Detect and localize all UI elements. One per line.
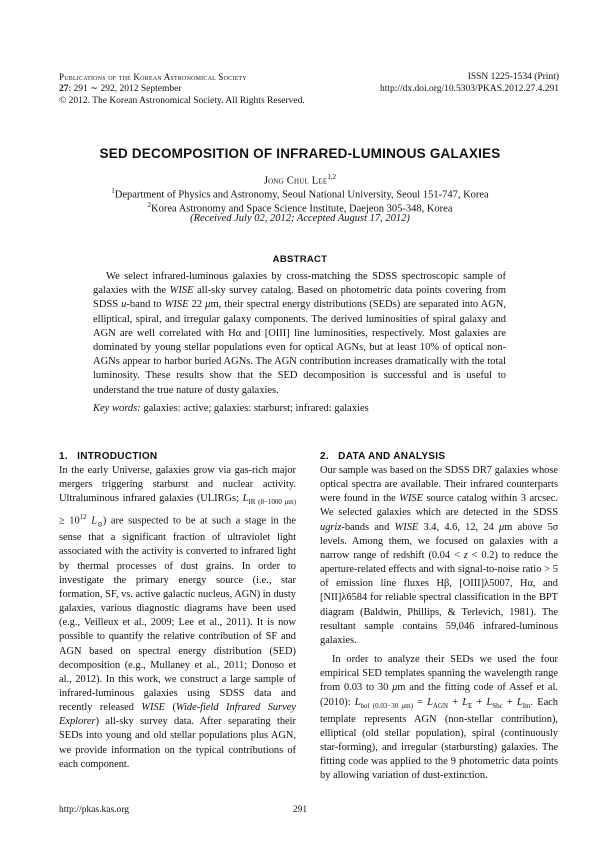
section-heading-intro: 1. INTRODUCTION	[59, 451, 158, 462]
keywords-label: Key words:	[93, 403, 141, 414]
journal-name: Publications of the Korean Astronomical Society	[59, 72, 247, 82]
page-number: 291	[292, 805, 308, 815]
paper-title: SED DECOMPOSITION OF INFRARED-LUMINOUS GALAXIES	[99, 146, 501, 161]
affiliation-1: $^1$Department of Physics and Astronomy, Seoul National University, Seoul 151-747, Korea	[111, 187, 489, 201]
issn: ISSN 1225-1534 (Print)	[467, 72, 559, 82]
journal-header	[59, 71, 305, 107]
keywords-line	[93, 403, 506, 414]
affiliation-2: $^2$Korea Astronomy and Space Science Institute, Daejeon 305-348, Korea	[147, 201, 453, 215]
keywords: galaxies: active; galaxies: starburst; infrared: galaxies	[143, 403, 369, 414]
abstract-text: We select infrared-luminous galaxies by cross-matching the SDSS spectroscopic sample of galaxies with the WISE all-sky survey catalog. Based on photometric data points covering from SDSS u-band to WISE 22 μm, their spectral energy distributions (SEDs) are separated into AGN, elliptical, spiral, and irregular galaxy components. The derived luminosities of spiral galaxy and AGN are well correlated with Hα and [OIII] line luminosities, respectively. Most galaxies are dominated by young stellar populations even for optical AGNs, but at least 10% of optical non-AGNs appear to harbor buried AGNs. The AGN contribution increases dramatically with the total luminosity. These results show that the SED decomposition is successful and is useful to understand the true nature of dusty galaxies.	[93, 271, 507, 396]
footer-url[interactable]: http://pkas.kas.org	[59, 805, 130, 815]
journal-ids	[380, 71, 559, 95]
volume-number: 27	[59, 84, 69, 94]
pages-date: : 291 ∼ 292, 2012 September	[68, 84, 182, 94]
abstract-heading: ABSTRACT	[272, 254, 328, 265]
doi-link[interactable]: http://dx.doi.org/10.5303/PKAS.2012.27.4.291	[379, 84, 559, 94]
author-superscript: 1,2	[327, 173, 337, 181]
section-heading-data: 2. DATA AND ANALYSIS	[320, 451, 446, 462]
copyright: © 2012. The Korean Astronomical Society. All Rights Reserved.	[59, 96, 305, 106]
intro-text: In the early Universe, galaxies grow via gas-rich major mergers triggering starburst and nuclear activity. Ultraluminous infrared galaxies (ULIRGs; $L_{IR (8-1000 \mu m)} \ge 10^{12}$ $L_⊙$) are suspected to be at such a stage in the sense that a significant fraction of ultraviolet light associated with the activity is converted to infrared light by thermal processes of dust grains. In order to investigate the primary energy source (i.e., star formation, SF, vs. active galactic nucleus, AGN) in dusty galaxies, various diagnostic diagrams have been used (e.g., Veilleux et al., 2009; Lee et al., 2011). It is now possible to quantify the relative contribution of SF and AGN based on spectral energy distribution (SED) decomposition (e.g., Mullaney et al., 2011; Donoso et al., 2012). In this work, we construct a large sample of infrared-luminous galaxies using SDSS data and recently released WISE (Wide-field Infrared Survey Explorer) all-sky survey data. After separating their SEDs into young and old stellar populations plus AGN, we provide information on the typical contributions of each component.	[59, 465, 297, 770]
volume-line	[59, 83, 305, 95]
received-dates: (Received July 02, 2012; Accepted August 17, 2012)	[190, 213, 410, 224]
data-text: Our sample was based on the SDSS DR7 galaxies whose optical spectra are available. Their infrared counterparts were found in the WISE source catalog within 3 arcsec. We selected galaxies which are detected in the SDSS ugriz-bands and WISE 3.4, 4.6, 12, 24 μm above 5σ levels. Among them, we focused on galaxies with a narrow range of redshift (0.04 < z < 0.2) to reduce the aperture-related effects and with signal-to-noise ratio > 5 of emission line fluxes Hβ, [OIII]λ5007, Hα, and [NII]λ6584 for reliable spectral classification in the BPT diagram (Baldwin, Phillips, & Terlevich, 1981). The resultant sample contains 59,046 infrared-luminous galaxies. In order to analyze their SEDs we used the four empirical SED templates spanning the wavelength range from 0.03 to 30 μm and the fitting code of Assef et al. (2010): $L_{bol (0.03-30 \mu m)} = L_{AGN} + L_E + L_{Sbc} + L_{Im}$. Each template represents AGN (non-stellar contribution), elliptical (old stellar population), spiral (continuously star-forming), and irregular (starbursting) galaxies. The fitting code was applied to the 9 photometric data points by allowing variation of dust-extinction.	[320, 465, 558, 782]
author-name: Jong Chul Lee	[263, 175, 328, 187]
